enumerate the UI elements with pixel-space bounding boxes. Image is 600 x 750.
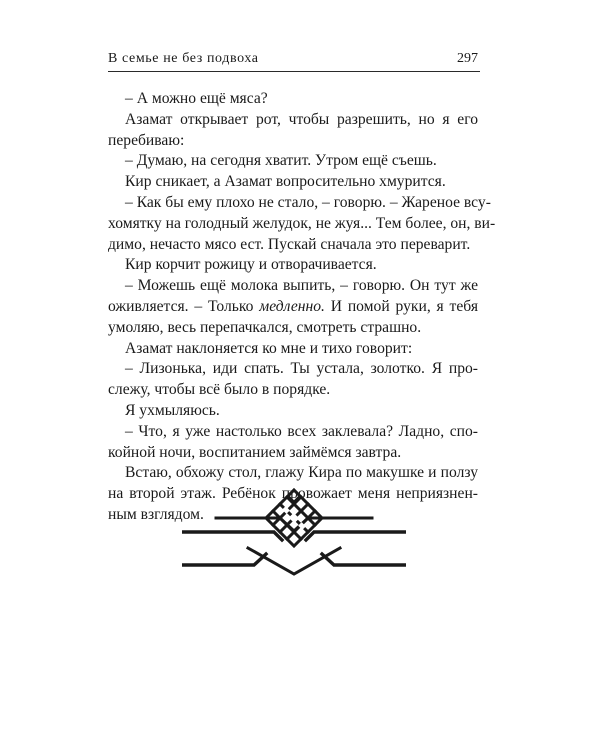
text-line: Я ухмыляюсь. xyxy=(125,401,220,419)
knot-ornament-icon xyxy=(182,486,406,578)
text-line: слежу, чтобы всё было в порядке. xyxy=(108,381,331,399)
text-line: – А можно ещё мяса? xyxy=(125,90,268,107)
running-head xyxy=(108,49,480,72)
text-line: – Думаю, на сегодня хватит. Утром ещё съешь. xyxy=(125,152,437,170)
text-line: Встаю, обхожу стол, глажу Кира по макушке и ползу xyxy=(125,464,478,482)
text-fragment: оживляется. – Только xyxy=(108,297,260,315)
text-line: перебиваю: xyxy=(108,131,185,149)
text-line: ным взглядом. xyxy=(108,505,204,523)
text-line: – Что, я уже настолько всех заклевала? Ладно, спо- xyxy=(125,422,478,440)
text-line xyxy=(108,297,478,318)
text-line: – Можешь ещё молока выпить, – говорю. Он тут же xyxy=(125,277,478,295)
text-line: койной ночи, воспитанием займёмся завтра. xyxy=(108,443,402,461)
text-line: димо, нечасто мясо ест. Пускай сначала это переварит. xyxy=(108,235,471,253)
text-line: – Как бы ему плохо не стало, – говорю. – Жареное всу- xyxy=(125,193,491,211)
text-line: Азамат открывает рот, чтобы разрешить, но я его xyxy=(125,110,478,128)
text-line: Кир сникает, а Азамат вопросительно хмурится. xyxy=(125,173,446,191)
text-line: хомятку на голодный желудок, не жуя... Тем более, он, ви- xyxy=(108,214,496,232)
text-line: Кир корчит рожицу и отворачивается. xyxy=(125,256,377,274)
text-line: умоляю, весь перепачкался, смотреть страшно. xyxy=(108,318,422,336)
body-text xyxy=(108,89,496,526)
text-line: на второй этаж. Ребёнок провожает меня неприязнен- xyxy=(108,485,478,503)
text-line: Азамат наклоняется ко мне и тихо говорит: xyxy=(125,339,413,357)
page-number: 297 xyxy=(457,51,478,66)
running-title: В семье не без подвоха xyxy=(108,51,259,66)
emphasis-word: медленно. xyxy=(259,297,325,315)
text-fragment: И помой руки, я тебя xyxy=(324,297,479,315)
text-line: – Лизонька, иди спать. Ты устала, золотко. Я про- xyxy=(125,360,478,378)
